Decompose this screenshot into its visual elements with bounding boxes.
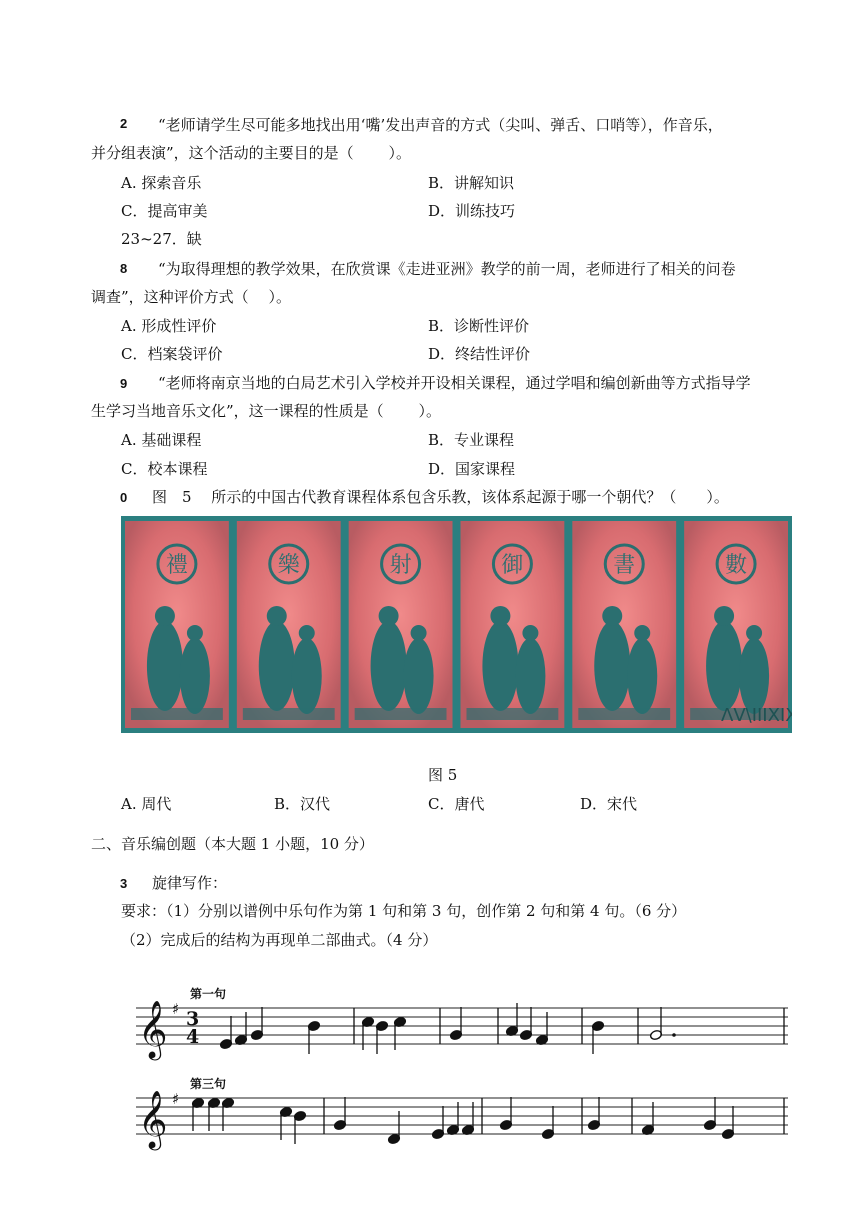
six-arts-glyph: 御 xyxy=(501,553,524,578)
six-arts-panel xyxy=(572,521,676,728)
treble-clef-icon: 𝄞 xyxy=(138,1000,168,1058)
key-signature-sharp: ♯ xyxy=(172,1000,180,1018)
time-signature-top: 3 xyxy=(186,1008,200,1030)
section-heading: 二、音乐编创题（本大题 1 小题，10 分） xyxy=(91,835,374,853)
six-arts-glyph: 數 xyxy=(725,553,748,578)
question-number: 3 xyxy=(120,876,128,891)
option-d: D．训练技巧 xyxy=(428,202,516,220)
option-d: D．国家课程 xyxy=(428,460,516,478)
question-text: “老师请学生尽可能多地找出用‘嘴’发出声音的方式（尖叫、弹舌、口哨等），作音乐， xyxy=(158,116,723,134)
question-text: 旋律写作： xyxy=(152,874,228,892)
dot xyxy=(672,1033,676,1037)
six-arts-glyph: 樂 xyxy=(277,553,300,578)
option-c: C．校本课程 xyxy=(121,460,208,478)
option-b: B．诊断性评价 xyxy=(428,317,530,335)
question-text: 并分组表演”，这个活动的主要目的是（ ）。 xyxy=(91,144,411,162)
option-b: B．讲解知识 xyxy=(428,174,515,192)
six-arts-illustration xyxy=(121,516,792,733)
six-arts-panel xyxy=(125,521,229,728)
option-b: B．专业课程 xyxy=(428,431,515,449)
phrase-label: 第三句 xyxy=(190,1077,227,1091)
option-d: D．终结性评价 xyxy=(428,345,531,363)
question-text: “为取得理想的教学效果，在欣赏课《走进亚洲》教学的前一周，老师进行了相关的问卷 xyxy=(158,260,736,278)
question-number: 2 xyxy=(120,116,128,131)
option-c: C．提高审美 xyxy=(121,202,208,220)
key-signature-sharp: ♯ xyxy=(172,1090,180,1108)
option-a: A. 探索音乐 xyxy=(121,174,202,192)
six-arts-glyph: 禮 xyxy=(165,553,188,578)
treble-clef-icon: 𝄞 xyxy=(138,1090,168,1148)
option-b: B．汉代 xyxy=(274,795,331,813)
six-arts-panel xyxy=(461,521,565,728)
requirement-1: 要求：（1）分别以谱例中乐句作为第 1 句和第 3 句，创作第 2 句和第 4 句。（6 分） xyxy=(121,902,687,920)
six-arts-glyph: 射 xyxy=(389,553,412,578)
figure-six-arts xyxy=(121,516,792,733)
question-text: 生学习当地音乐文化”，这一课程的性质是（ ）。 xyxy=(91,402,441,420)
question-number: 9 xyxy=(120,376,128,391)
option-a: A. 基础课程 xyxy=(121,431,202,449)
question-text: “老师将南京当地的白局艺术引入学校并开设相关课程，通过学唱和编创新曲等方式指导学 xyxy=(158,374,751,392)
option-c: C．唐代 xyxy=(428,795,485,813)
figure-footer-marks: ΛV\IIIXIX xyxy=(721,705,792,726)
six-arts-panel xyxy=(237,521,341,728)
time-signature-bottom: 4 xyxy=(186,1026,200,1048)
figure-caption: 图 5 xyxy=(428,766,458,784)
question-text: 图 5 所示的中国古代教育课程体系包含乐教，该体系起源于哪一个朝代？（ ）。 xyxy=(152,488,729,506)
question-text: 调查”，这种评价方式（ ）。 xyxy=(91,288,291,306)
missing-note: 23~27．缺 xyxy=(121,230,202,248)
staff-notation xyxy=(128,980,792,1155)
question-number: 8 xyxy=(120,261,128,276)
option-c: C．档案袋评价 xyxy=(121,345,223,363)
six-arts-panel xyxy=(349,521,453,728)
option-a: A. 形成性评价 xyxy=(121,317,217,335)
six-arts-glyph: 書 xyxy=(613,553,636,578)
question-number: 0 xyxy=(120,490,128,505)
phrase-label: 第一句 xyxy=(190,987,227,1001)
option-a: A. 周代 xyxy=(121,795,172,813)
music-score xyxy=(128,980,792,1155)
option-d: D．宋代 xyxy=(580,795,638,813)
six-arts-panel xyxy=(684,521,788,728)
requirement-2: （2）完成后的结构为再现单二部曲式。（4 分） xyxy=(121,931,438,949)
